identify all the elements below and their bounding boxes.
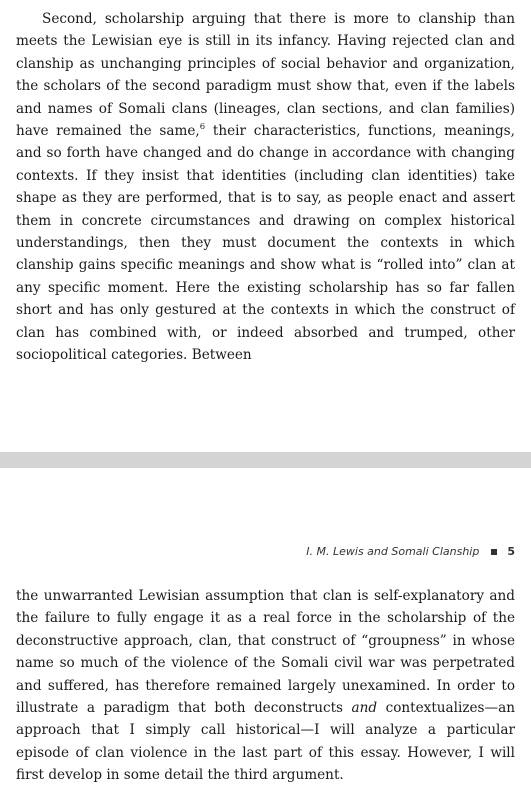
page-separator xyxy=(0,452,531,468)
emphasis-text: and xyxy=(351,700,378,717)
paragraph-text: contextualizes—an approach that I simply call historical—I will analyze a particular episode of clan violence in the last part of this essay. However, I will first develop in some detail the third argument. xyxy=(16,700,515,784)
paragraph-text: the unwarranted Lewisian assumption that clan is self-explanatory and the failure to fully engage it as a real force in the scholarship of the deconstructive approach, clan, that construct of “groupness” in whose name so much of the violence of the Somali civil war was perpetrated and suffered, has therefore remained largely unexamined. In order to illustrate a paradigm that both deconstructs xyxy=(16,588,515,717)
page-number: 5 xyxy=(507,545,515,558)
body-paragraph-bottom xyxy=(16,585,515,787)
footnote-ref[interactable]: 6 xyxy=(199,122,206,133)
paragraph-text: Second, scholarship arguing that there is more to clanship than meets the Lewisian eye is still in its infancy. Having rejected clan and clanship as unchanging principles of social behavior and organization, the scholars of the second paradigm must show that, even if the labels and names of Somali clans (lineages, clan sections, and clan families) have remained the same, xyxy=(16,11,515,140)
body-paragraph-top xyxy=(16,8,515,367)
paragraph-text: their characteristics, functions, meanings, and so forth have changed and do change in accordance with changing contexts. If they insist that identities (including clan identities) take shape as they are performed, that is to say, as people enact and assert them in concrete circumstances and drawing on complex historical understandings, then they must document the contexts in which clanship gains specific meanings and show what is “rolled into” clan at any specific moment. Here the existing scholarship has so far fallen short and has only gestured at the contexts in which the construct of clan has combined with, or indeed absorbed and trumped, other sociopolitical categories. Between xyxy=(16,123,515,364)
running-head-title: I. M. Lewis and Somali Clanship xyxy=(306,545,480,558)
running-head xyxy=(306,545,515,558)
square-bullet-icon xyxy=(491,549,497,555)
